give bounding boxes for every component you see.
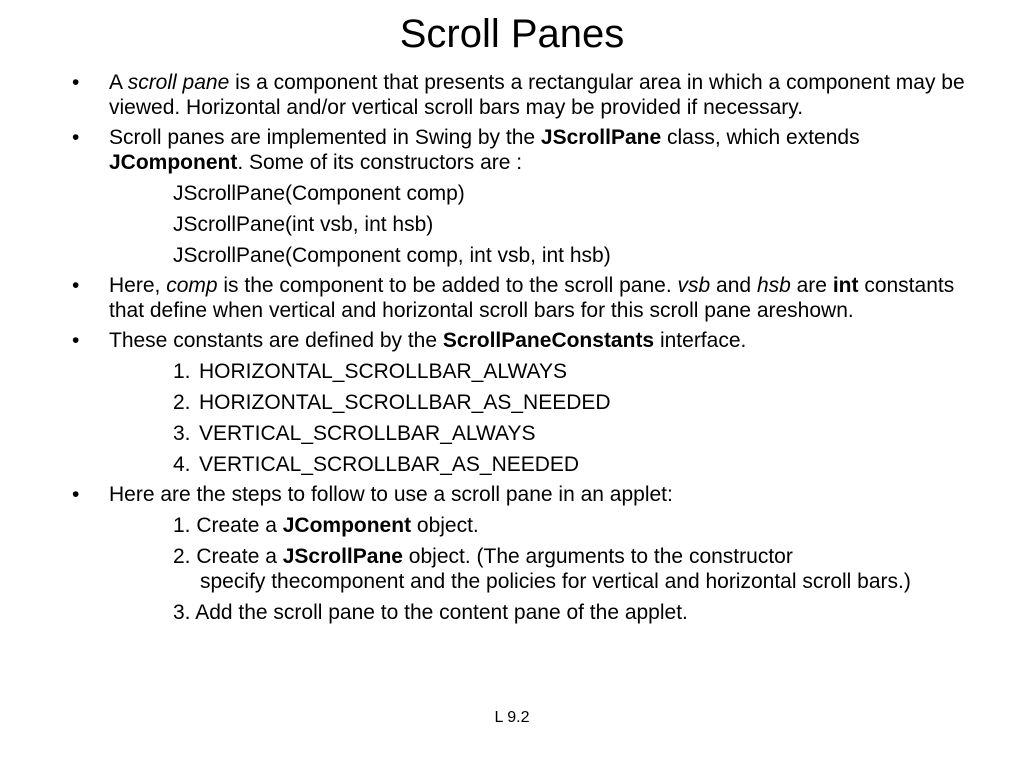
text-run: Scroll panes are implemented in Swing by the	[109, 126, 541, 149]
bold-term: JScrollPane	[540, 126, 662, 149]
text-run: are	[790, 274, 833, 297]
bold-term: JScrollPane	[282, 545, 403, 568]
text-run: Here,	[109, 274, 167, 297]
constant-item	[72, 452, 972, 477]
constant-name: HORIZONTAL_SCROLLBAR_ALWAYS	[199, 360, 567, 383]
constant-number: 3.	[173, 422, 191, 445]
text-run: and	[710, 274, 757, 297]
constructor-line: JScrollPane(Component comp)	[173, 182, 465, 205]
bullet-marker: •	[72, 483, 80, 506]
bullet-constants-interface	[72, 328, 972, 353]
step-text	[173, 601, 688, 624]
bullet-marker: •	[72, 329, 80, 352]
bullet-jscrollpane-class	[72, 125, 972, 175]
text-run: interface.	[654, 329, 747, 352]
text-run: class, which extends	[661, 126, 860, 149]
text-run: 3. Add the scroll pane to the content pane of the applet.	[173, 601, 688, 624]
step-text	[173, 514, 479, 537]
constructor-line: JScrollPane(Component comp, int vsb, int hsb)	[173, 244, 611, 267]
bullet-text	[109, 71, 965, 119]
bullet-parameters	[72, 273, 972, 323]
bold-term: JComponent	[109, 151, 238, 174]
text-run: . Some of its constructors are :	[237, 151, 523, 174]
bullet-marker: •	[72, 274, 80, 297]
bold-term: int	[832, 274, 859, 297]
bold-term: JComponent	[282, 514, 412, 537]
bullet-text	[109, 329, 746, 352]
constant-item	[72, 390, 972, 415]
bullet-scroll-pane-definition	[72, 70, 972, 120]
slide-footer: L 9.2	[494, 709, 530, 726]
text-run: Here are the steps to follow to use a scroll pane in an applet:	[109, 483, 673, 506]
slide-title: Scroll Panes	[399, 12, 625, 56]
step-text	[173, 545, 793, 568]
step-continuation: specify thecomponent and the policies for vertical and horizontal scroll bars.)	[200, 570, 911, 593]
italic-term: comp	[166, 274, 218, 297]
bullet-text	[109, 274, 954, 322]
bullet-marker: •	[72, 126, 80, 149]
step-item	[72, 600, 972, 625]
step-item	[72, 544, 972, 594]
constant-number: 4.	[173, 453, 191, 476]
bullet-text	[109, 126, 860, 174]
text-run: 2. Create a	[173, 545, 283, 568]
constant-number: 1.	[173, 360, 191, 383]
text-run: These constants are defined by the	[109, 329, 443, 352]
step-item	[72, 513, 972, 538]
text-run: 1. Create a	[173, 514, 283, 537]
italic-term: scroll pane	[127, 71, 230, 94]
constructor-line: JScrollPane(int vsb, int hsb)	[173, 213, 434, 236]
text-run: A	[109, 71, 128, 94]
bold-term: ScrollPaneConstants	[442, 329, 655, 352]
text-run: object. (The arguments to the constructor	[402, 545, 793, 568]
constant-item	[72, 359, 972, 384]
bullet-marker: •	[72, 71, 80, 94]
bullet-steps-intro	[72, 482, 972, 507]
text-run: is a component that presents a rectangular area in which a component may be viewed. Horizontal and/or vertical scroll bars may be provided if necessary.	[109, 71, 965, 119]
slide-content	[72, 70, 972, 625]
constant-number: 2.	[173, 391, 191, 414]
bullet-text	[109, 483, 673, 506]
constant-item	[72, 421, 972, 446]
constant-name: VERTICAL_SCROLLBAR_AS_NEEDED	[199, 453, 580, 476]
constant-name: VERTICAL_SCROLLBAR_ALWAYS	[199, 422, 536, 445]
italic-term: hsb	[756, 274, 791, 297]
constant-name: HORIZONTAL_SCROLLBAR_AS_NEEDED	[199, 391, 611, 414]
text-run: is the component to be added to the scroll pane.	[217, 274, 678, 297]
italic-term: vsb	[677, 274, 711, 297]
text-run: constants that define when vertical and horizontal scroll bars for this scroll pane areshown.	[109, 274, 955, 322]
text-run: object.	[411, 514, 479, 537]
